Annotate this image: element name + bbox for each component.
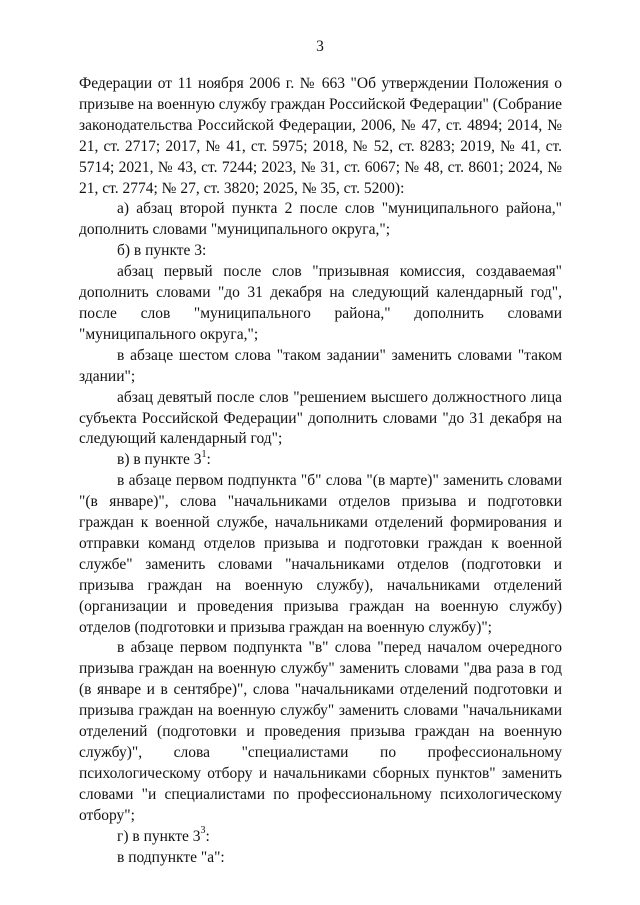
item-g-text: г) в пункте 3 (117, 827, 201, 845)
paragraph-intro: Федерации от 11 ноября 2006 г. № 663 "Об утверждении Положения о призыве на военную службу граждан Российской Федерации" (Собрание законодательства Российской Федерации, 2006, № 47, ст. 4894; 2014, № 21, ст. 2717; 2017, № 41, ст. 5975; 2018, № 52, ст. 8283; 2019, № 41, ст. 5714; 2021, № 43, ст. 7244; 2023, № 31, ст. 6067; № 48, ст. 8601; 2024, № 21, ст. 2774; № 27, ст. 3820; 2025, № 35, ст. 5200): (79, 75, 562, 197)
paragraph-b-sixth-para: в абзаце шестом слова "таком задании" заменить словами "таком здании"; (79, 346, 562, 385)
page-number: 3 (316, 38, 324, 55)
paragraph-b-ninth-para: абзац девятый после слов "решением высшего должностного лица субъекта Российской Федерации" дополнить словами "до 31 декабря на следующий календарный год"; (79, 388, 562, 448)
document-body (79, 74, 562, 868)
item-g-superscript: 3 (200, 825, 206, 837)
paragraph-b-first-para: абзац первый после слов "призывная комиссия, создаваемая" дополнить словами "до 31 декабря на следующий календарный год", после слов "муниципального района," дополнить словами "муниципального округа,"; (79, 263, 562, 343)
paragraph-v-subitem-v: в абзаце первом подпункта "в" слова "перед началом очередного призыва граждан на военную службу" заменить словами "два раза в год (в январе и в сентябре)", слова "начальниками отделений подготовки и призыва граждан на военную службу" заменить словами "начальниками отделений (подготовки и проведения призыва граждан на военную службу)", слова "специалистами по профессиональному психологическому отбору и начальниками сборных пунктов" заменить словами "и специалистами по профессиональному психологическому отбору"; (79, 639, 562, 824)
paragraph-item-v (79, 450, 562, 471)
paragraph-item-b: б) в пункте 3: (117, 242, 207, 260)
item-v-superscript: 1 (201, 449, 207, 461)
item-v-text: в) в пункте 3 (117, 451, 202, 469)
paragraph-item-g (79, 827, 562, 848)
paragraph-v-subitem-b: в абзаце первом подпункта "б" слова "(в марте)" заменить словами "(в январе)", слова "начальниками отделов призыва и подготовки граждан к военной службе, начальниками отделений формирования и отправки команд отделов призыва и подготовки граждан к военной службе" заменить словами "начальниками отделов (подготовки и призыва граждан на военную службу), начальниками отделений (организации и проведения призыва граждан на военную службу) отделов (подготовки и призыва граждан на военную службу)"; (79, 472, 562, 636)
item-g-tail: : (205, 827, 210, 845)
paragraph-g-subitem-a: в подпункте "а": (117, 848, 225, 866)
item-v-tail: : (206, 451, 211, 469)
paragraph-item-a: а) абзац второй пункта 2 после слов "муниципального района," дополнить словами "муниципального округа,"; (79, 200, 562, 239)
